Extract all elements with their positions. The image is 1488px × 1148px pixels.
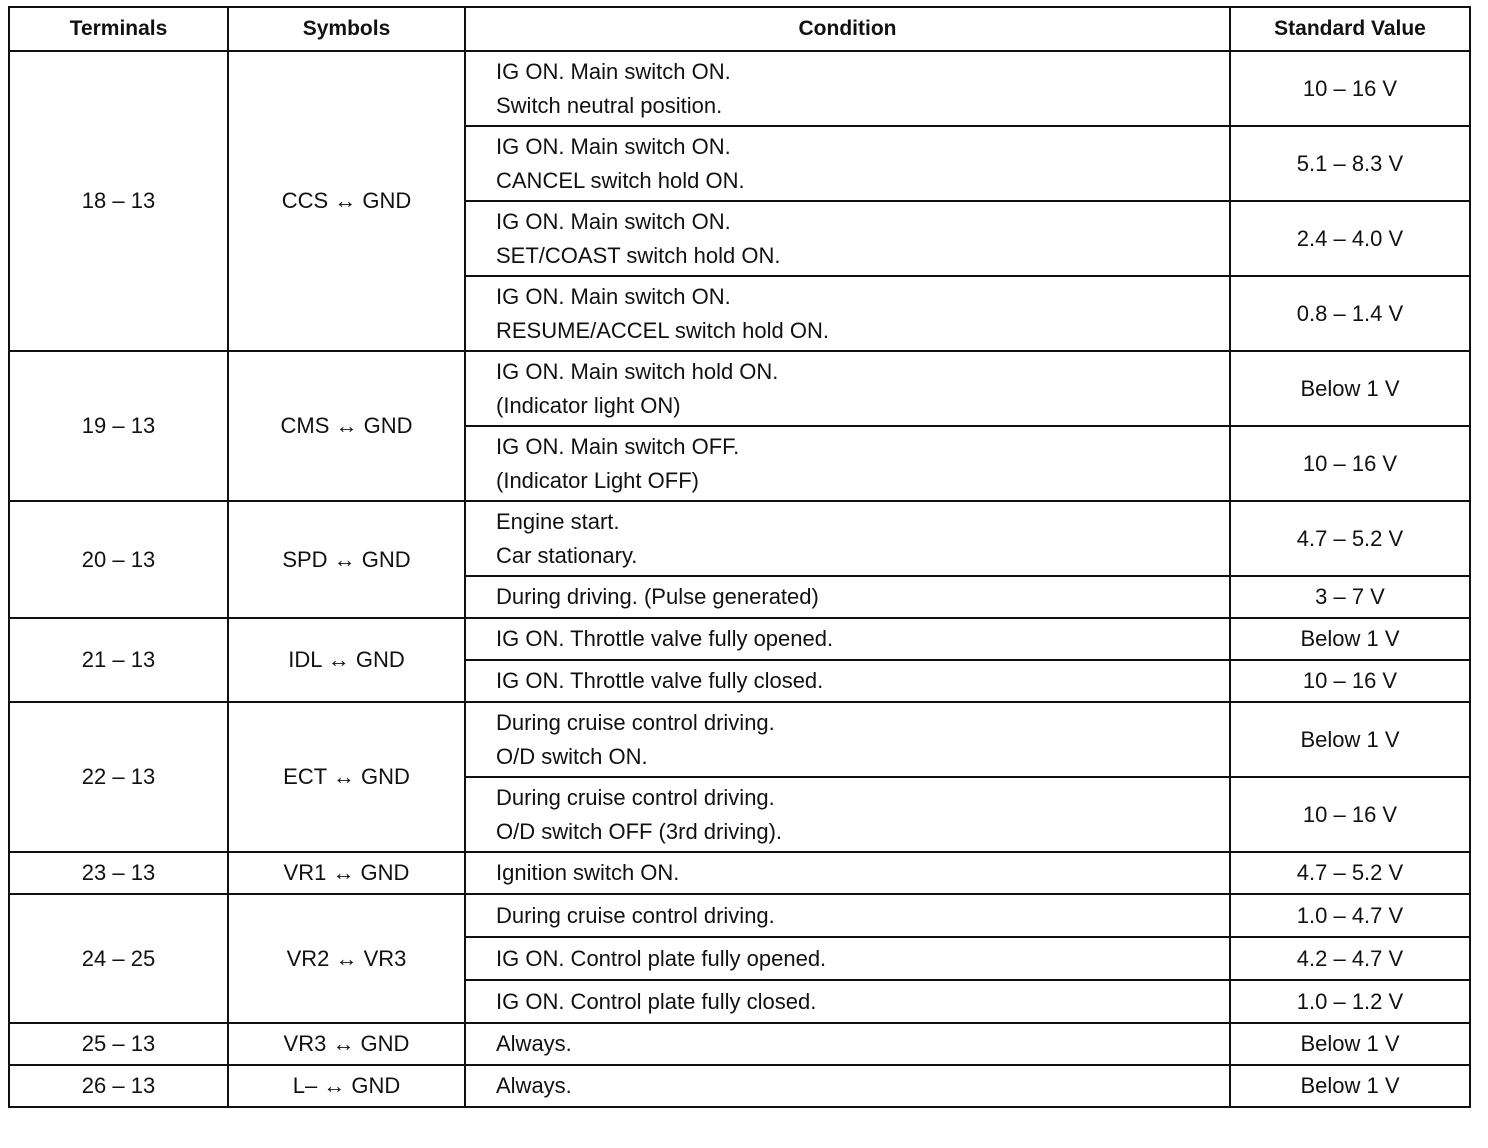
condition-line: Car stationary.	[496, 542, 638, 568]
condition-cell	[465, 702, 1230, 777]
standard-value-cell: 10 – 16 V	[1230, 51, 1470, 126]
table-row	[9, 852, 1470, 894]
condition-cell	[465, 51, 1230, 126]
condition-line: IG ON. Control plate fully opened.	[496, 945, 827, 971]
condition-cell	[465, 276, 1230, 351]
standard-value-cell: 4.7 – 5.2 V	[1230, 501, 1470, 576]
condition-line: IG ON. Main switch OFF.	[496, 433, 740, 459]
symbols-cell: SPD ↔ GND	[228, 501, 465, 618]
condition-cell	[465, 126, 1230, 201]
header-condition: Condition	[465, 7, 1230, 51]
condition-cell	[465, 1065, 1230, 1107]
condition-line: IG ON. Throttle valve fully opened.	[496, 626, 834, 651]
condition-line: IG ON. Main switch ON.	[496, 58, 731, 84]
symbols-cell: CMS ↔ GND	[228, 351, 465, 501]
terminal-voltage-table	[8, 6, 1471, 1108]
standard-value-cell: 10 – 16 V	[1230, 777, 1470, 852]
condition-line: Engine start.	[496, 508, 620, 534]
standard-value-cell: 2.4 – 4.0 V	[1230, 201, 1470, 276]
terminals-cell: 25 – 13	[9, 1023, 228, 1065]
condition-cell	[465, 618, 1230, 660]
condition-line: IG ON. Throttle valve fully closed.	[496, 668, 824, 693]
condition-cell	[465, 351, 1230, 426]
table-row	[9, 702, 1470, 777]
table-row	[9, 1065, 1470, 1107]
condition-cell	[465, 576, 1230, 618]
table-row	[9, 501, 1470, 576]
terminals-cell: 21 – 13	[9, 618, 228, 702]
condition-line: Always.	[496, 1073, 572, 1098]
symbols-cell: IDL ↔ GND	[228, 618, 465, 702]
condition-cell	[465, 894, 1230, 937]
symbols-cell: CCS ↔ GND	[228, 51, 465, 351]
condition-cell	[465, 201, 1230, 276]
header-standard-value: Standard Value	[1230, 7, 1470, 51]
standard-value-cell: 3 – 7 V	[1230, 576, 1470, 618]
condition-cell	[465, 1023, 1230, 1065]
standard-value-cell: Below 1 V	[1230, 1023, 1470, 1065]
condition-line: IG ON. Main switch ON.	[496, 208, 731, 234]
table-row	[9, 351, 1470, 426]
condition-line: Switch neutral position.	[496, 92, 723, 118]
standard-value-cell: Below 1 V	[1230, 1065, 1470, 1107]
condition-line: (Indicator Light OFF)	[496, 467, 699, 493]
condition-cell	[465, 426, 1230, 501]
terminals-cell: 26 – 13	[9, 1065, 228, 1107]
symbols-cell: ECT ↔ GND	[228, 702, 465, 852]
condition-line: During cruise control driving.	[496, 784, 775, 810]
condition-cell	[465, 852, 1230, 894]
condition-cell	[465, 980, 1230, 1023]
symbols-cell: VR3 ↔ GND	[228, 1023, 465, 1065]
condition-line: SET/COAST switch hold ON.	[496, 242, 781, 268]
header-terminals: Terminals	[9, 7, 228, 51]
condition-line: (Indicator light ON)	[496, 392, 681, 418]
condition-line: During cruise control driving.	[496, 709, 775, 735]
standard-value-cell: 10 – 16 V	[1230, 660, 1470, 702]
terminals-cell: 24 – 25	[9, 894, 228, 1023]
condition-line: During cruise control driving.	[496, 902, 775, 928]
standard-value-cell: Below 1 V	[1230, 351, 1470, 426]
condition-line: RESUME/ACCEL switch hold ON.	[496, 317, 829, 343]
condition-cell	[465, 501, 1230, 576]
condition-cell	[465, 937, 1230, 980]
standard-value-cell: 10 – 16 V	[1230, 426, 1470, 501]
symbols-cell: VR1 ↔ GND	[228, 852, 465, 894]
terminals-cell: 20 – 13	[9, 501, 228, 618]
table-row	[9, 894, 1470, 937]
standard-value-cell: 1.0 – 1.2 V	[1230, 980, 1470, 1023]
condition-line: During driving. (Pulse generated)	[496, 584, 819, 609]
terminals-cell: 18 – 13	[9, 51, 228, 351]
condition-line: IG ON. Main switch ON.	[496, 133, 731, 159]
condition-line: IG ON. Main switch ON.	[496, 283, 731, 309]
condition-cell	[465, 660, 1230, 702]
symbols-cell: L– ↔ GND	[228, 1065, 465, 1107]
condition-line: Always.	[496, 1031, 572, 1056]
table-row	[9, 618, 1470, 660]
standard-value-cell: 4.7 – 5.2 V	[1230, 852, 1470, 894]
terminals-cell: 23 – 13	[9, 852, 228, 894]
condition-line: CANCEL switch hold ON.	[496, 167, 745, 193]
condition-line: IG ON. Control plate fully closed.	[496, 988, 817, 1014]
standard-value-cell: 1.0 – 4.7 V	[1230, 894, 1470, 937]
standard-value-cell: 0.8 – 1.4 V	[1230, 276, 1470, 351]
terminals-cell: 22 – 13	[9, 702, 228, 852]
standard-value-cell: Below 1 V	[1230, 618, 1470, 660]
header-symbols: Symbols	[228, 7, 465, 51]
symbols-cell: VR2 ↔ VR3	[228, 894, 465, 1023]
condition-cell	[465, 777, 1230, 852]
standard-value-cell: 5.1 – 8.3 V	[1230, 126, 1470, 201]
condition-line: O/D switch OFF (3rd driving).	[496, 818, 783, 844]
terminals-cell: 19 – 13	[9, 351, 228, 501]
condition-line: Ignition switch ON.	[496, 860, 680, 885]
table-row	[9, 51, 1470, 126]
standard-value-cell: 4.2 – 4.7 V	[1230, 937, 1470, 980]
condition-line: O/D switch ON.	[496, 743, 648, 769]
condition-line: IG ON. Main switch hold ON.	[496, 358, 779, 384]
standard-value-cell: Below 1 V	[1230, 702, 1470, 777]
header-row	[9, 7, 1470, 51]
table-row	[9, 1023, 1470, 1065]
